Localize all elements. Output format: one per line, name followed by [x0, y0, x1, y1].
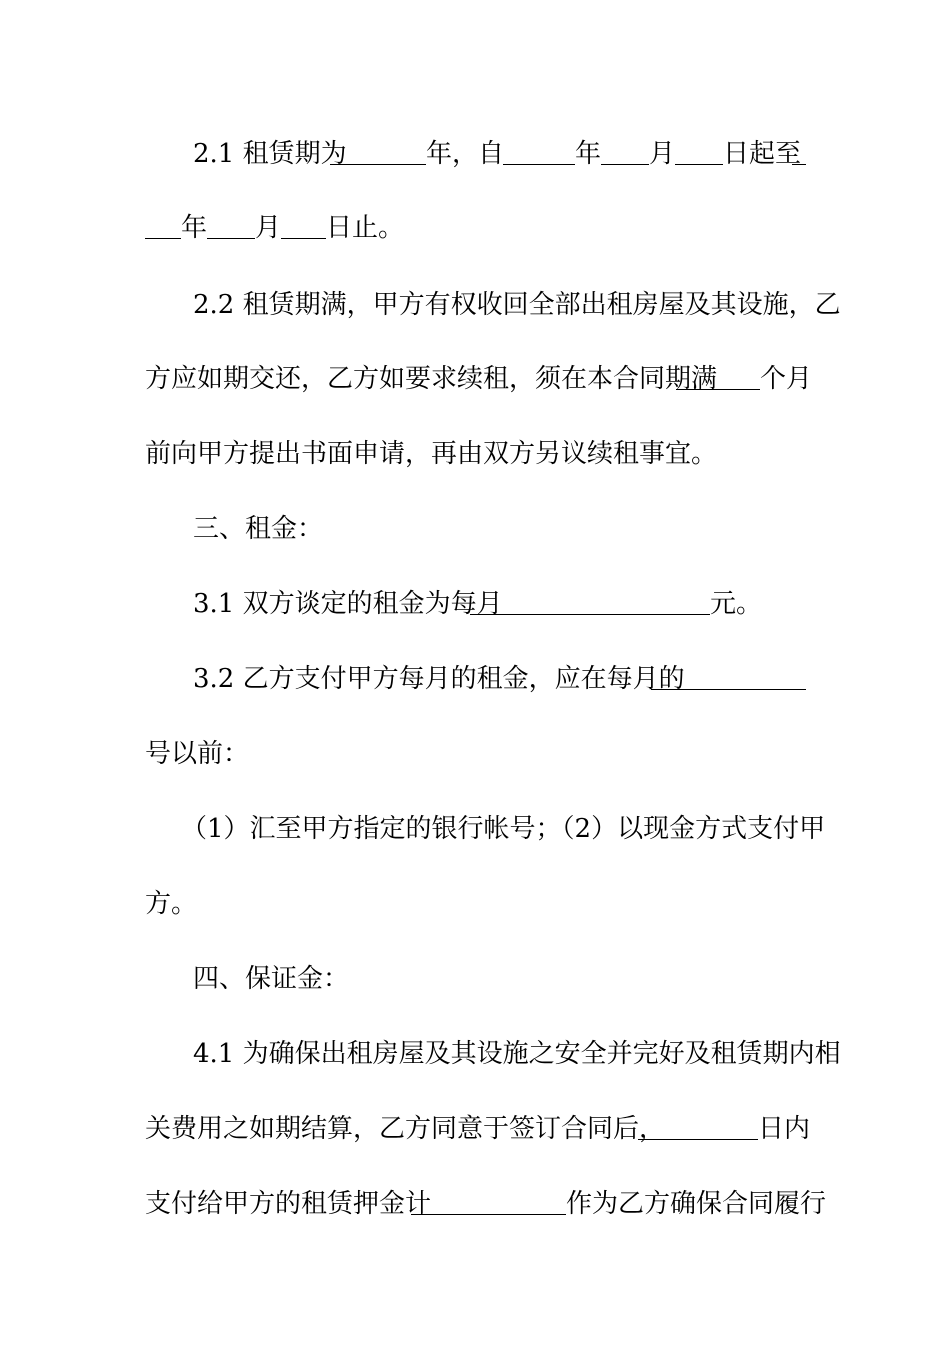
clause-2-1-text-d: 月: [649, 139, 676, 169]
blank-lease-years[interactable]: [330, 164, 426, 165]
blank-end-year-part-1[interactable]: [792, 164, 806, 165]
blank-end-year-part-2[interactable]: [145, 238, 181, 239]
clause-2-1-text-b: 年，自: [426, 139, 505, 169]
clause-2-1-text-e: 日起至: [723, 139, 802, 169]
clause-3-1-text-a: 3.1 双方谈定的租金为每月: [193, 589, 503, 619]
clause-2-2-text-c: 个月: [760, 364, 813, 394]
clause-4-1-text-d: 支付给甲方的租赁押金计: [145, 1189, 432, 1219]
clause-2-1-text-c: 年: [575, 139, 602, 169]
section-4-title: 四、保证金：: [193, 964, 350, 994]
clause-4-1-text-c: 日内: [758, 1114, 811, 1144]
blank-end-day[interactable]: [281, 238, 326, 239]
clause-4-1-line-3: [0, 1186, 950, 1366]
blank-deposit-amount[interactable]: [411, 1214, 566, 1215]
blank-start-day[interactable]: [675, 164, 723, 165]
clause-4-1-text-b: 关费用之如期结算，乙方同意于签订合同后，: [145, 1114, 666, 1144]
section-3-title: 三、租金：: [193, 514, 324, 544]
blank-start-month[interactable]: [601, 164, 649, 165]
clause-2-2-text-a: 2.2 租赁期满，甲方有权收回全部出租房屋及其设施，乙: [193, 290, 841, 320]
blank-deposit-days[interactable]: [638, 1139, 758, 1140]
clause-2-1-text-g: 月: [255, 213, 282, 243]
clause-2-2-text-b: 方应如期交还，乙方如要求续租，须在本合同期满: [145, 364, 718, 394]
clause-2-1-text-a: 2.1 租赁期为: [193, 139, 347, 169]
blank-payment-day[interactable]: [651, 689, 806, 690]
blank-start-year[interactable]: [503, 164, 575, 165]
blank-renewal-months[interactable]: [676, 389, 760, 390]
clause-3-2-text-b: 号以前：: [145, 739, 250, 769]
clause-2-1-text-h: 日止。: [326, 213, 405, 243]
clause-3-2-text-a: 3.2 乙方支付甲方每月的租金，应在每月的: [193, 664, 685, 694]
clause-3-1-text-b: 元。: [710, 589, 763, 619]
clause-4-1-text-e: 作为乙方确保合同履行: [566, 1189, 827, 1219]
blank-monthly-rent[interactable]: [470, 614, 710, 615]
blank-end-month[interactable]: [207, 238, 255, 239]
clause-2-1-text-f: 年: [181, 213, 208, 243]
clause-3-2-text-d: 方。: [145, 889, 198, 919]
clause-2-2-text-d: 前向甲方提出书面申请，再由双方另议续租事宜。: [145, 439, 718, 469]
clause-3-2-text-c: （1）汇至甲方指定的银行帐号；（2）以现金方式支付甲: [181, 814, 826, 844]
clause-4-1-text-a: 4.1 为确保出租房屋及其设施之安全并完好及租赁期内相: [193, 1039, 841, 1069]
